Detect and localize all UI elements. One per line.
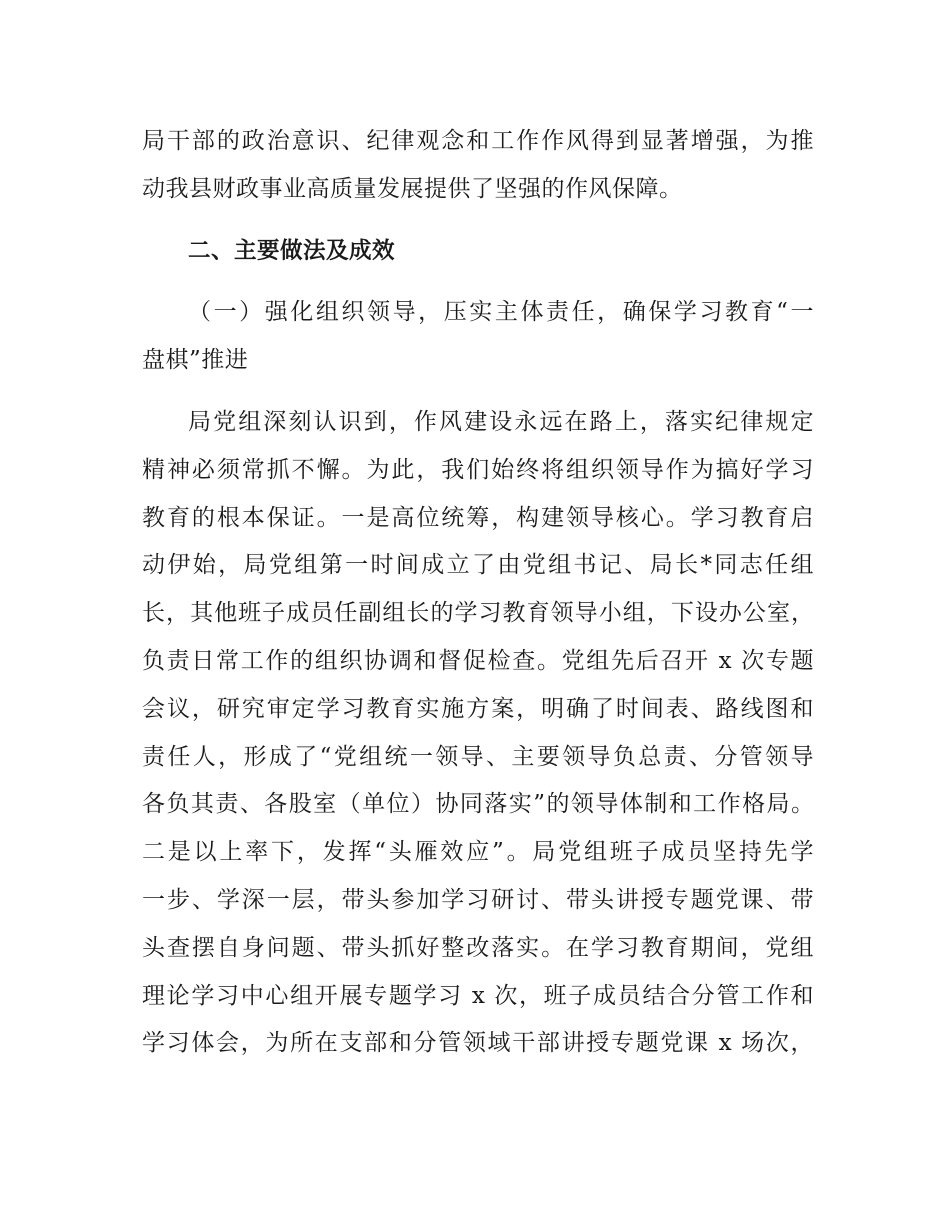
text-line: 长，其他班子成员任副组长的学习教育领导小组，下设办公室， xyxy=(142,600,814,627)
section-heading: 二、主要做法及成效 xyxy=(188,237,396,264)
text-line: 会议，研究审定学习教育实施方案，明确了时间表、路线图和 xyxy=(142,695,814,722)
text-line: 动伊始，局党组第一时间成立了由党组书记、局长*同志任组 xyxy=(142,552,814,579)
text-line: 局党组深刻认识到，作风建设永远在路上，落实纪律规定 xyxy=(188,408,814,435)
intro-paragraph xyxy=(142,118,814,214)
subheading xyxy=(142,289,814,385)
text-line: 理论学习中心组开展专题学习 x 次，班子成员结合分管工作和 xyxy=(142,982,814,1009)
text-line: 局干部的政治意识、纪律观念和工作作风得到显著增强，为推 xyxy=(142,128,814,154)
text-line: 精神必须常抓不懈。为此，我们始终将组织领导作为搞好学习 xyxy=(142,456,814,483)
text-line: 负责日常工作的组织协调和督促检查。党组先后召开 x 次专题 xyxy=(142,647,814,674)
subheading-line: （一）强化组织领导，压实主体责任，确保学习教育“一 xyxy=(188,299,814,326)
text-line: 二是以上率下，发挥“头雁效应”。局党组班子成员坚持先学 xyxy=(142,839,814,866)
text-line: 一步、学深一层，带头参加学习研讨、带头讲授专题党课、带 xyxy=(142,886,814,913)
body-paragraph xyxy=(142,399,814,1068)
document-page xyxy=(142,118,814,1068)
text-line: 学习体会，为所在支部和分管领域干部讲授专题党课 x 场次， xyxy=(142,1030,814,1057)
text-line: 各负其责、各股室（单位）协同落实”的领导体制和工作格局。 xyxy=(142,791,814,818)
text-line: 教育的根本保证。一是高位统筹，构建领导核心。学习教育启 xyxy=(142,504,814,531)
text-line: 动我县财政事业高质量发展提供了坚强的作风保障。 xyxy=(142,175,683,202)
text-line: 头查摆自身问题、带头抓好整改落实。在学习教育期间，党组 xyxy=(142,934,814,961)
subheading-line: 盘棋”推进 xyxy=(142,347,249,374)
text-line: 责任人，形成了“党组统一领导、主要领导负总责、分管领导 xyxy=(142,743,814,770)
